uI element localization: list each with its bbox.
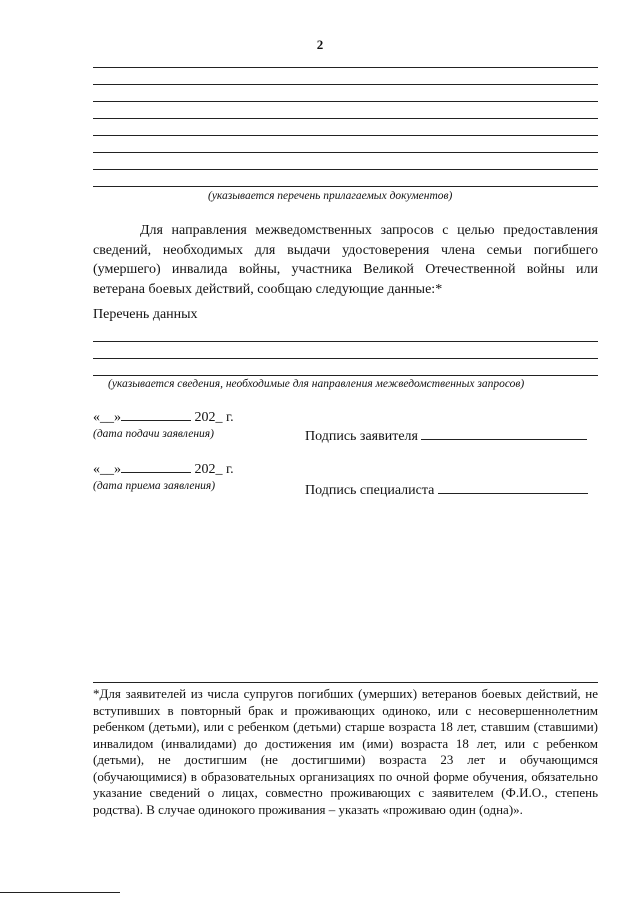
reception-year: 202_ г. [194,462,234,477]
attachment-line [93,186,598,187]
attachment-line [93,169,598,170]
specialist-signature [305,481,588,499]
page-number: 2 [316,37,324,52]
submission-date-blank[interactable] [121,408,191,421]
footnote-separator [93,682,598,683]
attachments-caption: (указывается перечень прилагаемых документов) [208,190,453,202]
specialist-signature-line[interactable] [438,481,588,494]
attachment-line [93,152,598,153]
applicant-signature [305,427,587,445]
data-list-title: Перечень данных [93,307,198,322]
attachment-line [93,67,598,68]
intro-paragraph: Для направления межведомственных запросов с целью предоставления сведений, необходимых для выдачи удостоверения члена семьи погибшего (умершего) инвалида войны, участника Великой Отечественной войны или ветерана боевых действий, сообщаю следующие данные:* [93,223,598,297]
attachment-line [93,84,598,85]
attachment-line [93,135,598,136]
specialist-signature-label: Подпись специалиста [305,483,435,498]
reception-date [93,460,234,478]
reception-date-blank[interactable] [121,460,191,473]
page-bottom-rule [0,892,120,893]
attachment-line [93,118,598,119]
applicant-signature-line[interactable] [421,427,587,440]
footnote: *Для заявителей из числа супругов погибших (умерших) ветеранов боевых действий, не вступивших в повторный брак и проживающих одиноко, или с несовершеннолетним ребенком (детьми), или с ребенком (детьми) старше возраста 18 лет, ставшим (ставшими) инвалидом (инвалидами) до достижения им (ими) возраста 18 лет, или с ребенком (детьми), не достигшим (не достигшими) возраста 23 лет и обучающимся (обучающимися) в образовательных организациях по очной форме обучения, обязательно указание сведений о лицах, совместно проживающих с заявителем (Ф.И.О., степень родства). В случае одинокого проживания – указать «проживаю один (одна)». [93,686,598,817]
submission-date-open: «__» [93,410,121,425]
attachment-line [93,101,598,102]
data-line [93,341,598,342]
submission-date [93,408,234,426]
reception-date-open: «__» [93,462,121,477]
data-line [93,375,598,376]
reception-date-caption: (дата приема заявления) [93,480,216,492]
applicant-signature-label: Подпись заявителя [305,429,418,444]
submission-year: 202_ г. [194,410,234,425]
data-line [93,358,598,359]
data-caption: (указывается сведения, необходимые для направления межведомственных запросов) [108,378,525,390]
submission-date-caption: (дата подачи заявления) [93,428,214,440]
